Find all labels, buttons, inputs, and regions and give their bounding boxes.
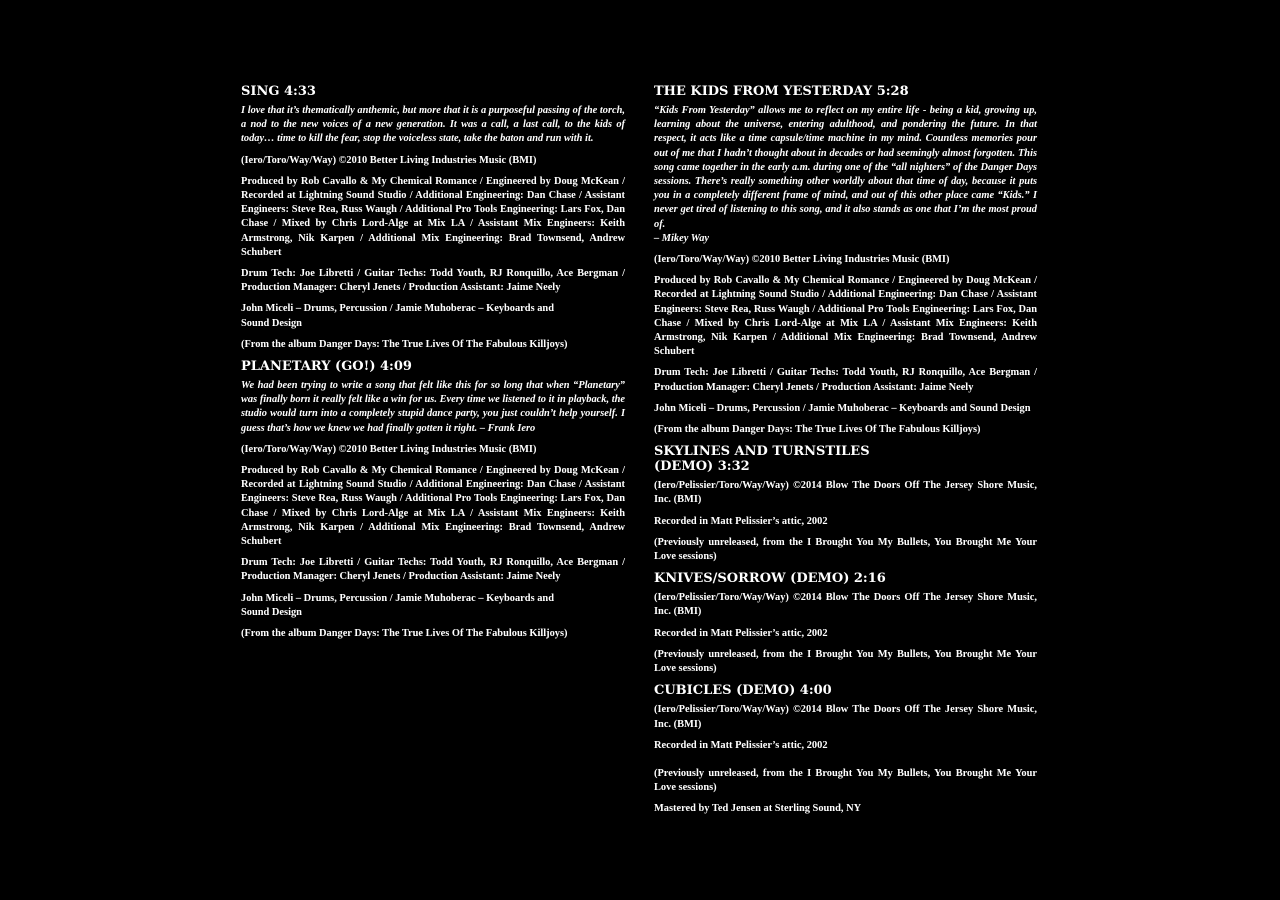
production-credits: Produced by Rob Cavallo & My Chemical Romance / Engineered by Doug McKean / Recorded at Lightning Sound Studio / Additional Engineering: Dan Chase / Assistant Engineers: Steve Rea, Russ Waugh / Additional Pro Tools Engineering: Lars Fox, Dan Chase / Mixed by Chris Lord-Alge at Mix LA / Assistant Mix Engineers: Keith Armstrong, Nik Karpen / Additional Mix Engineering: Brad Townsend, Andrew Schubert bbox=[241, 465, 625, 548]
album-source: (From the album Danger Days: The True Lives Of The Fabulous Killjoys) bbox=[241, 628, 568, 640]
track-note-text: “Kids From Yesterday” allows me to reflect on my entire life - being a kid, growing up, learning about the universe, entering adulthood, and pondering the future. In that respect, it acts like a time capsule/time machine in my mind. Countless memories pour out of me that I hadn’t thought about in decades or had seemingly almost forgotten. This song came together in the early a.m. during one of the “all nighters” of the Danger Days sessions. There’s really something other worldly about that time of day, because it puts you in a completely different frame of mind, and out of this other place came “Kids.” I never get tired of listening to this song, and it also stands as one that I’m the most proud of. bbox=[654, 105, 1037, 230]
album-source: (From the album Danger Days: The True Lives Of The Fabulous Killjoys) bbox=[241, 338, 568, 350]
track-skylines-and-turnstiles bbox=[654, 444, 1037, 564]
publishing-credit: (Iero/Toro/Way/Way) ©2010 Better Living Industries Music (BMI) bbox=[241, 154, 537, 166]
musician-credits-line2: Sound Design bbox=[241, 606, 302, 618]
musician-credits bbox=[241, 302, 625, 330]
left-column bbox=[241, 84, 625, 648]
track-note: I love that it’s thematically anthemic, but more that it is a purposeful passing of the torch, a nod to the new voices of a new generation. It was a call, a last call, to the kids of today… time to kill the fear, stop the voiceless state, take the baton and run with it. bbox=[241, 105, 625, 145]
release-note: (Previously unreleased, from the I Brought You My Bullets, You Brought Me Your Love sessions) bbox=[654, 767, 1037, 794]
track-title: KNIVES/SORROW (DEMO) 2:16 bbox=[654, 571, 886, 587]
tech-credits: Drum Tech: Joe Libretti / Guitar Techs: Todd Youth, RJ Ronquillo, Ace Bergman / Production Manager: Cheryl Jenets / Production Assistant: Jaime Neely bbox=[241, 268, 625, 294]
publishing-credit: (Iero/Pelissier/Toro/Way/Way) ©2014 Blow The Doors Off The Jersey Shore Music, Inc. (BMI) bbox=[654, 480, 1037, 506]
track-title: CUBICLES (DEMO) 4:00 bbox=[654, 683, 832, 699]
recording-note: Recorded in Matt Pelissier’s attic, 2002 bbox=[654, 627, 828, 639]
album-source: (From the album Danger Days: The True Lives Of The Fabulous Killjoys) bbox=[654, 424, 981, 436]
spacer bbox=[654, 760, 1037, 767]
tech-credits: Drum Tech: Joe Libretti / Guitar Techs: Todd Youth, RJ Ronquillo, Ace Bergman / Production Manager: Cheryl Jenets / Production Assistant: Jaime Neely bbox=[241, 557, 625, 583]
recording-note: Recorded in Matt Pelissier’s attic, 2002 bbox=[654, 515, 828, 527]
track-note bbox=[654, 104, 1037, 246]
musician-credits bbox=[241, 592, 625, 620]
production-credits: Produced by Rob Cavallo & My Chemical Romance / Engineered by Doug McKean / Recorded at Lightning Sound Studio / Additional Engineering: Dan Chase / Assistant Engineers: Steve Rea, Russ Waugh / Additional Pro Tools Engineering: Lars Fox, Dan Chase / Mixed by Chris Lord-Alge at Mix LA / Assistant Mix Engineers: Keith Armstrong, Nik Karpen / Additional Mix Engineering: Brad Townsend, Andrew Schubert bbox=[654, 275, 1037, 358]
track-title: PLANETARY (GO!) 4:09 bbox=[241, 359, 412, 375]
publishing-credit: (Iero/Pelissier/Toro/Way/Way) ©2014 Blow The Doors Off The Jersey Shore Music, Inc. (BMI) bbox=[654, 704, 1037, 730]
release-note: (Previously unreleased, from the I Brought You My Bullets, You Brought Me Your Love sessions) bbox=[654, 648, 1037, 675]
publishing-credit: (Iero/Toro/Way/Way) ©2010 Better Living Industries Music (BMI) bbox=[241, 443, 537, 455]
musician-credits: John Miceli – Drums, Percussion / Jamie Muhoberac – Keyboards and Sound Design bbox=[654, 402, 1031, 414]
track-kids-from-yesterday bbox=[654, 84, 1037, 437]
track-sing bbox=[241, 84, 625, 352]
musician-credits-line2: Sound Design bbox=[241, 317, 302, 329]
track-note: We had been trying to write a song that felt like this for so long that when “Planetary” was finally born it really felt like a win for us. Every time we listened to it in playback, the studio would turn into a completely stupid dance party, you just couldn’t help yourself. I guess that’s how we knew we had finally gotten it right. – Frank Iero bbox=[241, 380, 625, 434]
track-knives-sorrow bbox=[654, 571, 1037, 676]
track-title-line2: (DEMO) 3:32 bbox=[654, 459, 750, 475]
right-column bbox=[654, 84, 1037, 824]
track-title: SING 4:33 bbox=[241, 84, 316, 99]
musician-credits-line1: John Miceli – Drums, Percussion / Jamie Muhoberac – Keyboards and bbox=[241, 592, 554, 604]
track-title-line1: SKYLINES AND TURNSTILES bbox=[654, 444, 870, 460]
publishing-credit: (Iero/Toro/Way/Way) ©2010 Better Living Industries Music (BMI) bbox=[654, 254, 950, 266]
musician-credits-line1: John Miceli – Drums, Percussion / Jamie Muhoberac – Keyboards and bbox=[241, 303, 554, 315]
release-note: (Previously unreleased, from the I Brought You My Bullets, You Brought Me Your Love sessions) bbox=[654, 536, 1037, 563]
mastering-credit: Mastered by Ted Jensen at Sterling Sound, NY bbox=[654, 803, 862, 815]
track-title bbox=[654, 444, 1037, 474]
track-title: THE KIDS FROM YESTERDAY 5:28 bbox=[654, 84, 909, 99]
track-cubicles bbox=[654, 683, 1037, 795]
recording-note: Recorded in Matt Pelissier’s attic, 2002 bbox=[654, 739, 828, 751]
publishing-credit: (Iero/Pelissier/Toro/Way/Way) ©2014 Blow The Doors Off The Jersey Shore Music, Inc. (BMI) bbox=[654, 592, 1037, 618]
tech-credits: Drum Tech: Joe Libretti / Guitar Techs: Todd Youth, RJ Ronquillo, Ace Bergman / Production Manager: Cheryl Jenets / Production Assistant: Jaime Neely bbox=[654, 367, 1037, 393]
production-credits: Produced by Rob Cavallo & My Chemical Romance / Engineered by Doug McKean / Recorded at Lightning Sound Studio / Additional Engineering: Dan Chase / Assistant Engineers: Steve Rea, Russ Waugh / Additional Pro Tools Engineering: Lars Fox, Dan Chase / Mixed by Chris Lord-Alge at Mix LA / Assistant Mix Engineers: Keith Armstrong, Nik Karpen / Additional Mix Engineering: Brad Townsend, Andrew Schubert bbox=[241, 175, 625, 258]
track-note-attribution: – Mikey Way bbox=[654, 232, 710, 244]
track-planetary bbox=[241, 359, 625, 641]
